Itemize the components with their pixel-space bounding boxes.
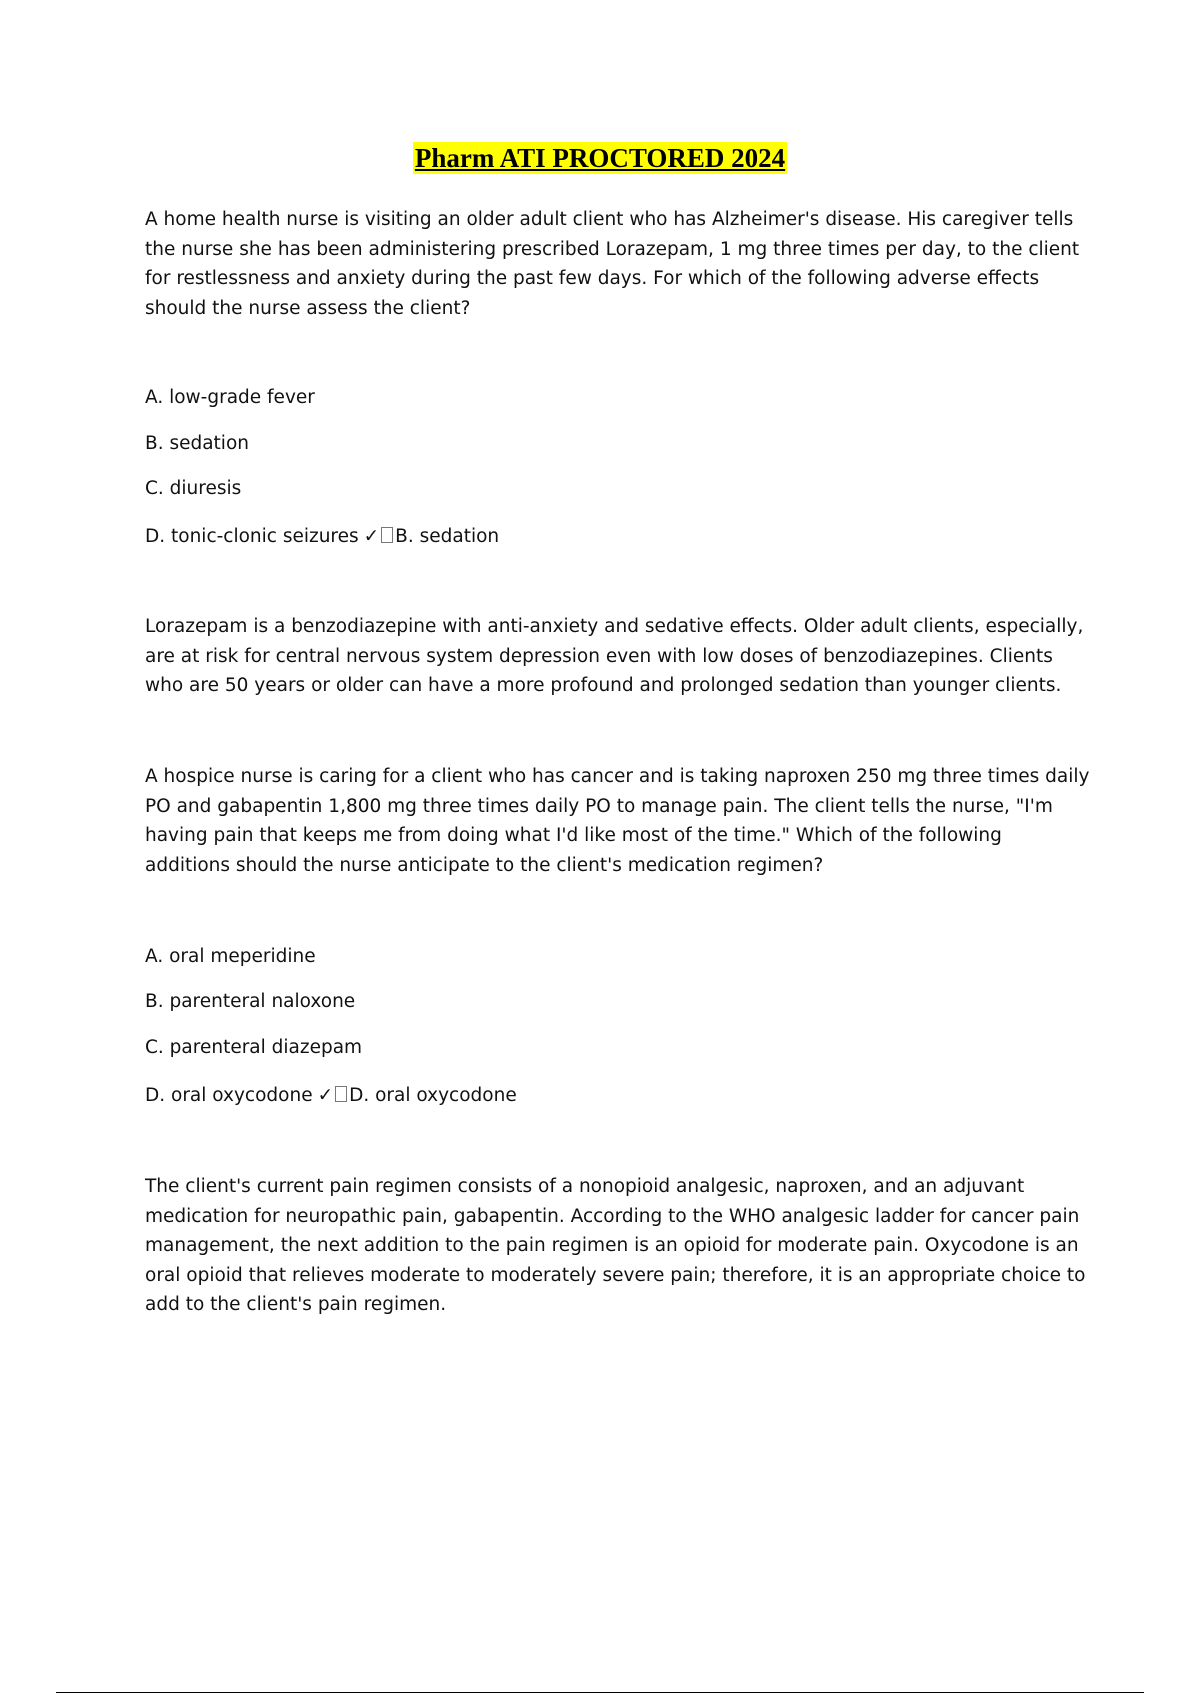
question-2-rationale-block [145,1172,1090,1320]
question-1-stem: A home health nurse is visiting an older adult client who has Alzheimer's disease. His caregiver tells the nurse she has been administering prescribed Lorazepam, 1 mg three times per day, to the client for restlessness and anxiety during the past few days. For which of the following adverse effects should the nurse assess the client? [145,209,1080,319]
question-2-option-d: D. oral oxycodone [145,1085,313,1106]
question-1-stem-block [145,205,1090,323]
question-1-rationale-block [145,612,1090,701]
title-container [0,142,1200,174]
question-2-option-c: C. parenteral diazepam [145,1037,363,1058]
question-1-option-d: D. tonic-clonic seizures [145,526,359,547]
footer-divider [56,1692,1144,1693]
question-2-answer: D. oral oxycodone [349,1085,517,1106]
question-1-rationale: Lorazepam is a benzodiazepine with anti-anxiety and sedative effects. Older adult clients, especially, are at risk for central nervous system depression even with low doses of benzodiazepines. Clients who are 50 years or older can have a more profound and prolonged sedation than younger clients. [145,616,1084,696]
question-2-option-b: B. parenteral naloxone [145,991,356,1012]
question-2-stem-block [145,762,1090,880]
question-2-stem: A hospice nurse is caring for a client who has cancer and is taking naproxen 250 mg three times daily PO and gabapentin 1,800 mg three times daily PO to manage pain. The client tells the nurse, "I'm having pain that keeps me from doing what I'd like most of the time." Which of the following additions should the nurse anticipate to the client's medication regimen? [145,766,1090,876]
question-2-option-a: A. oral meperidine [145,946,316,967]
question-2-rationale: The client's current pain regimen consists of a nonopioid analgesic, naproxen, and an adjuvant medication for neuropathic pain, gabapentin. According to the WHO analgesic ladder for cancer pain management, the next addition to the pain regimen is an opioid for moderate pain. Oxycodone is an oral opioid that relieves moderate to moderately severe pain; therefore, it is an appropriate choice to add to the client's pain regimen. [145,1176,1086,1315]
check-mark-icon: ✓ [317,1085,334,1106]
question-1-answer: B. sedation [395,526,500,547]
question-1-option-c: C. diuresis [145,478,242,499]
check-mark-icon: ✓ [363,526,380,547]
page-title: Pharm ATI PROCTORED 2024 [414,143,786,173]
question-2-option-d-row [145,1083,517,1109]
question-1-option-a: A. low-grade fever [145,387,315,408]
question-1-option-d-row [145,524,499,550]
question-1-option-b: B. sedation [145,433,249,454]
missing-glyph-box-icon [335,1086,347,1102]
missing-glyph-box-icon [381,527,393,543]
